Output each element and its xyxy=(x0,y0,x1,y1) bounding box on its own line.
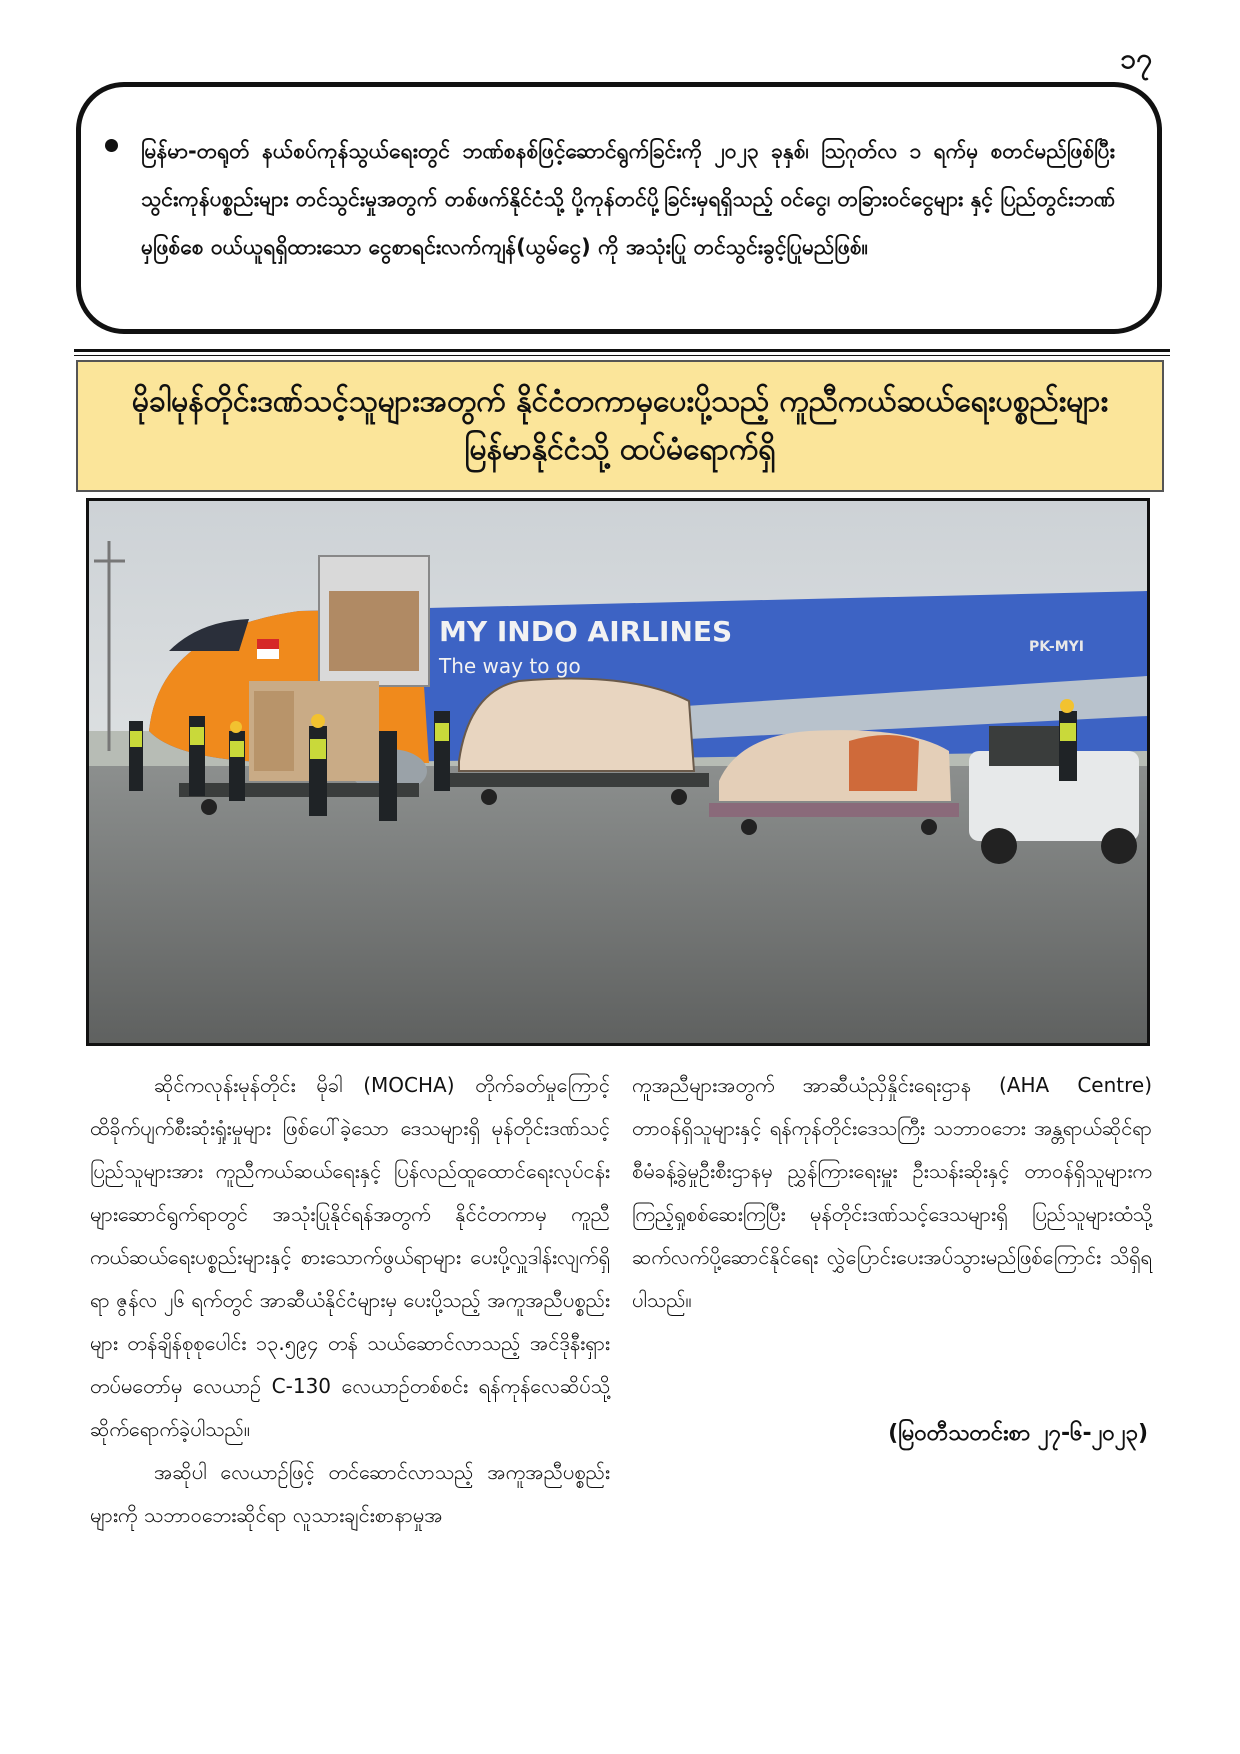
article-column-right xyxy=(632,1064,1152,1322)
aircraft-registration: PK-MYI xyxy=(1029,639,1084,655)
article-paragraph: ကူအညီများအတွက် အာဆီယံညှိနှိုင်းရေးဌာန (AHA Centre) တာဝန်ရှိသူများနှင့် ရန်ကုန်တိုင်းဒေသကြီး သဘာဝဘေး အန္တရာယ်ဆိုင်ရာ စီမံခန့်ခွဲမှုဦးစီးဌာနမှ ညွှန်ကြားရေးမှူး ဦးသန်းဆိုးနှင့် တာဝန်ရှိသူများက ကြည့်ရှုစစ်ဆေးကြပြီး မုန်တိုင်းဒဏ်သင့်ဒေသများရှိ ပြည်သူများထံသို့ ဆက်လက်ပို့ဆောင်နိုင်ရေး လွှဲပြောင်းပေးအပ်သွားမည်ဖြစ်ကြောင်း သိရှိရပါသည်။ xyxy=(632,1073,1152,1312)
article-paragraph: အဆိုပါ လေယာဉ်ဖြင့် တင်ဆောင်လာသည့် အကူအညီပစ္စည်းများကို သဘာဝဘေးဆိုင်ရာ လူသားချင်းစာနာမှုအ xyxy=(90,1460,610,1527)
page-number: ၁၇ xyxy=(1120,42,1152,75)
headline-line-1: မိုခါမုန်တိုင်းဒဏ်သင့်သူများအတွက် နိုင်ငံတကာမှပေးပို့သည့် ကူညီကယ်ဆယ်ရေးပစ္စည်းများ xyxy=(131,384,1109,419)
divider-thick xyxy=(74,349,1170,352)
headline-box xyxy=(76,360,1164,492)
bullet-text: မြန်မာ-တရုတ် နယ်စပ်ကုန်သွယ်ရေးတွင် ဘဏ်စနစ်ဖြင့်ဆောင်ရွက်ခြင်းကို ၂၀၂၃ ခုနှစ်၊ ဩဂုတ်လ ၁ ရက်မှ စတင်မည်ဖြစ်ပြီး သွင်းကုန်ပစ္စည်းများ တင်သွင်းမှုအတွက် တစ်ဖက်နိုင်ငံသို့ ပို့ကုန်တင်ပို့ခြင်းမှရရှိသည့် ဝင်ငွေ၊ တခြားဝင်ငွေများ နှင့် ပြည်တွင်းဘဏ်မှဖြစ်စေ ဝယ်ယူရရှိထားသော ငွေစာရင်းလက်ကျန်(ယွမ်ငွေ) ကို အသုံးပြု တင်သွင်းခွင့်ပြုမည်ဖြစ်။ xyxy=(141,139,1115,259)
article-column-left xyxy=(90,1064,610,1537)
cargo-plane-illustration xyxy=(89,501,1147,1043)
divider-thin xyxy=(74,355,1170,356)
bullet-note-box xyxy=(76,82,1162,334)
article-paragraph: ဆိုင်ကလုန်းမုန်တိုင်း မိုခါ (MOCHA) တိုက်ခတ်မှုကြောင့် ထိခိုက်ပျက်စီးဆုံးရှုံးမှုများ ဖြစ်ပေါ်ခဲ့သော ဒေသများရှိ မုန်တိုင်းဒဏ်သင့်ပြည်သူများအား ကူညီကယ်ဆယ်ရေးနှင့် ပြန်လည်ထူထောင်ရေးလုပ်ငန်းများဆောင်ရွက်ရာတွင် အသုံးပြုနိုင်ရန်အတွက် နိုင်ငံတကာမှ ကူညီကယ်ဆယ်ရေးပစ္စည်းများနှင့် စားသောက်ဖွယ်ရာများ ပေးပို့လှူဒါန်းလျက်ရှိရာ ဇွန်လ ၂၆ ရက်တွင် အာဆီယံနိုင်ငံများမှ ပေးပို့သည့် အကူအညီပစ္စည်းများ တန်ချိန်စုစုပေါင်း ၁၃.၅၉၄ တန် သယ်ဆောင်လာသည့် အင်ဒိုနီးရှားတပ်မတော်မှ လေယာဉ် C-130 လေယာဉ်တစ်စင်း ရန်ကုန်လေဆိပ်သို့ ဆိုက်ရောက်ခဲ့ပါသည်။ xyxy=(90,1073,610,1441)
headline-line-2: မြန်မာနိုင်ငံသို့ ထပ်မံရောက်ရှိ xyxy=(464,432,776,467)
bullet-icon xyxy=(105,139,118,152)
source-citation: (မြဝတီသတင်းစာ ၂၇-၆-၂၀၂၃) xyxy=(888,1421,1148,1446)
airline-name: MY INDO AIRLINES xyxy=(439,615,733,648)
airline-tagline: The way to go xyxy=(439,654,581,678)
news-photo xyxy=(86,498,1150,1046)
